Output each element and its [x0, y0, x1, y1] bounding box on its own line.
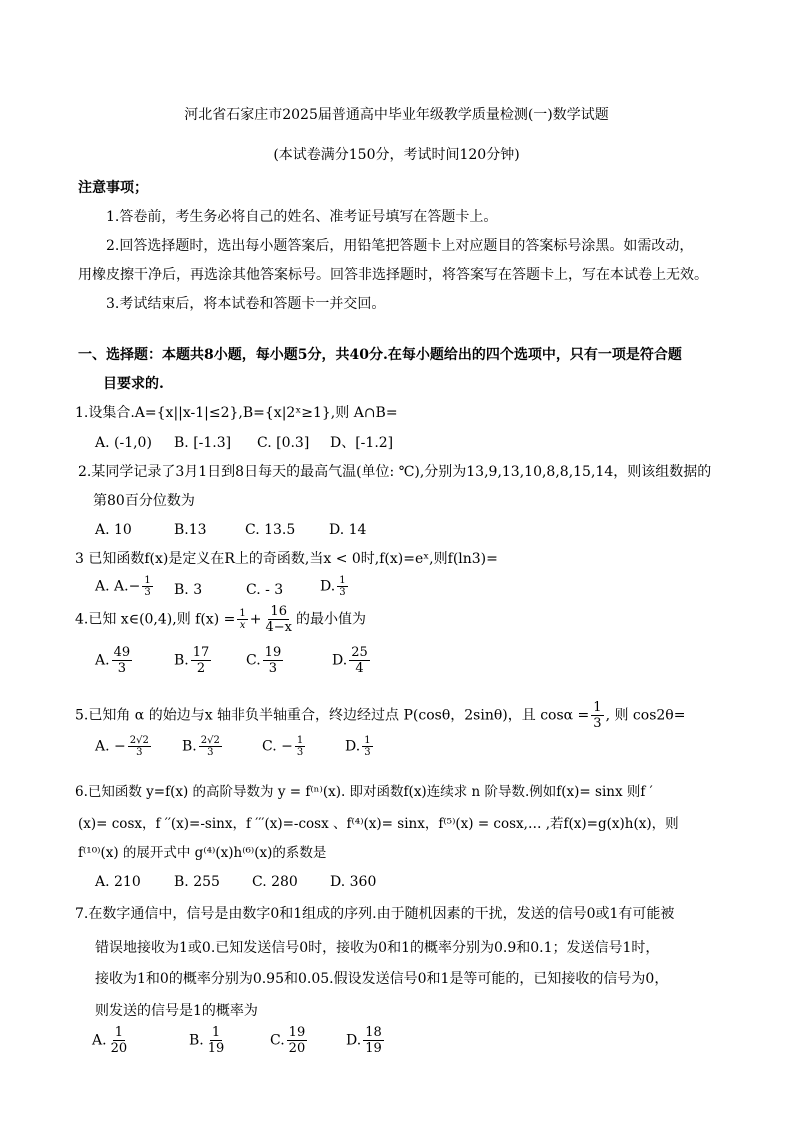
q6-line-2: (x)= cosx，f ′′(x)=-sinx，f ′′′(x)=-cosx 、f⁽⁴⁾(x)= sinx，f⁽⁵⁾(x) = cosx,… ,若f(x)=g(x)h(x)，则 — [78, 816, 679, 832]
q5-stem: 5.已知角 α 的始边与x 轴非负半轴重合，终边经过点 P(cosθ，2sinθ)，且 cosα = $\frac{1}{3}$ , 则 cos2θ= — [75, 700, 686, 731]
q2-stem: 2.某同学记录了3月1日到8日每天的最高气温(单位: ℃),分别为13,9,13,10,8,8,15,14，则该组数据的 — [78, 464, 712, 480]
q2-option-b: B.13 — [174, 522, 207, 538]
q2-option-d: D. 14 — [329, 522, 367, 538]
page-title: 河北省石家庄市2025届普通高中毕业年级教学质量检测(一)数学试题 — [184, 107, 609, 123]
section-heading-cont: 目要求的. — [103, 376, 164, 392]
q1-option-b: B. [-1.3] — [174, 435, 232, 451]
q4-option-c: C. $\frac{19}{3}$ — [246, 645, 282, 676]
q1-stem: 1.设集合.A={x||x-1|≤2},B={x|2ˣ≥1},则 A∩B= — [75, 405, 398, 421]
notice-item-2: 2.回答选择题时，选出每小题答案后，用铅笔把答题卡上对应题目的答案标号涂黑。如需改动， — [106, 238, 694, 254]
q6-option-a: A. 210 — [95, 874, 141, 890]
page-subtitle: (本试卷满分150分，考试时间120分钟) — [273, 147, 520, 163]
q3-option-c: C. - 3 — [246, 582, 284, 598]
q7-line-3: 接收为1和0的概率分别为0.95和0.05.假设发送信号0和1是等可能的，已知接收的信号为0， — [95, 971, 669, 987]
q6-line-1: 6.已知函数 y=f(x) 的高阶导数为 y = f⁽ⁿ⁾(x). 即对函数f(x)连续求 n 阶导数.例如f(x)= sinx 则f ′ — [75, 784, 653, 800]
q7-option-d: D. $\frac{18}{19}$ — [346, 1025, 382, 1056]
q4-stem: 4.已知 x∈(0,4),则 f(x) = $\frac{1}{x}$ + $\frac{16}{4-x}$ 的最小值为 — [75, 604, 366, 635]
q6-option-c: C. 280 — [252, 874, 298, 890]
q7-line-4: 则发送的信号是1的概率为 — [95, 1003, 258, 1019]
section-heading: 一、选择题：本题共8小题，每小题5分，共40分.在每小题给出的四个选项中，只有一项是符合题 — [78, 347, 682, 363]
q3-option-b: B. 3 — [174, 582, 203, 598]
q5-option-b: B. $\frac{2√2}{3}$ — [182, 735, 220, 758]
q5-option-a: A. − $\frac{2√2}{3}$ — [95, 735, 149, 758]
notice-item-3: 3.考试结束后，将本试卷和答题卡一并交回。 — [106, 296, 386, 312]
notice-heading: 注意事项； — [78, 180, 148, 196]
q7-line-1: 7.在数字通信中，信号是由数字0和1组成的序列.由于随机因素的干扰，发送的信号0或1有可能被 — [75, 906, 675, 922]
q1-option-c: C. [0.3] — [257, 435, 310, 451]
q6-option-b: B. 255 — [174, 874, 220, 890]
q4-option-d: D. $\frac{25}{4}$ — [332, 645, 368, 676]
q7-option-a: A. $\frac{1}{20}$ — [92, 1025, 128, 1056]
q2-stem-cont: 第80百分位数为 — [93, 493, 195, 509]
q2-option-a: A. 10 — [95, 522, 132, 538]
notice-item-1: 1.答卷前，考生务必将自己的姓名、准考证号填写在答题卡上。 — [106, 209, 498, 225]
q7-option-b: B. $\frac{1}{19}$ — [189, 1025, 225, 1056]
q7-line-2: 错误地接收为1或0.已知发送信号0时，接收为0和1的概率分别为0.9和0.1；发送信号1时， — [95, 940, 660, 956]
q4-option-b: B. $\frac{17}{2}$ — [174, 645, 210, 676]
q6-option-d: D. 360 — [330, 874, 377, 890]
q5-option-d: D. $\frac{1}{3}$ — [345, 735, 371, 758]
notice-item-2-cont: 用橡皮擦干净后，再选涂其他答案标号。回答非选择题时，将答案写在答题卡上，写在本试卷上无效。 — [78, 267, 708, 283]
q4-option-a: A. $\frac{49}{3}$ — [95, 645, 131, 676]
q3-stem: 3 已知函数f(x)是定义在R上的奇函数,当x < 0时,f(x)=eˣ,则f(ln3)= — [75, 551, 498, 567]
q1-option-d: D、[-1.2] — [330, 435, 394, 451]
q3-option-a: A. A.− $\frac{1}{3}$ — [95, 575, 151, 598]
q1-option-a: A. (-1,0) — [95, 435, 152, 451]
q3-option-d: D. $\frac{1}{3}$ — [320, 575, 346, 598]
q2-option-c: C. 13.5 — [245, 522, 296, 538]
q6-line-3: f⁽¹⁰⁾(x) 的展开式中 g⁽⁴⁾(x)h⁽⁶⁾(x)的系数是 — [78, 845, 327, 861]
q5-option-c: C. − $\frac{1}{3}$ — [262, 735, 304, 758]
q7-option-c: C. $\frac{19}{20}$ — [270, 1025, 306, 1056]
